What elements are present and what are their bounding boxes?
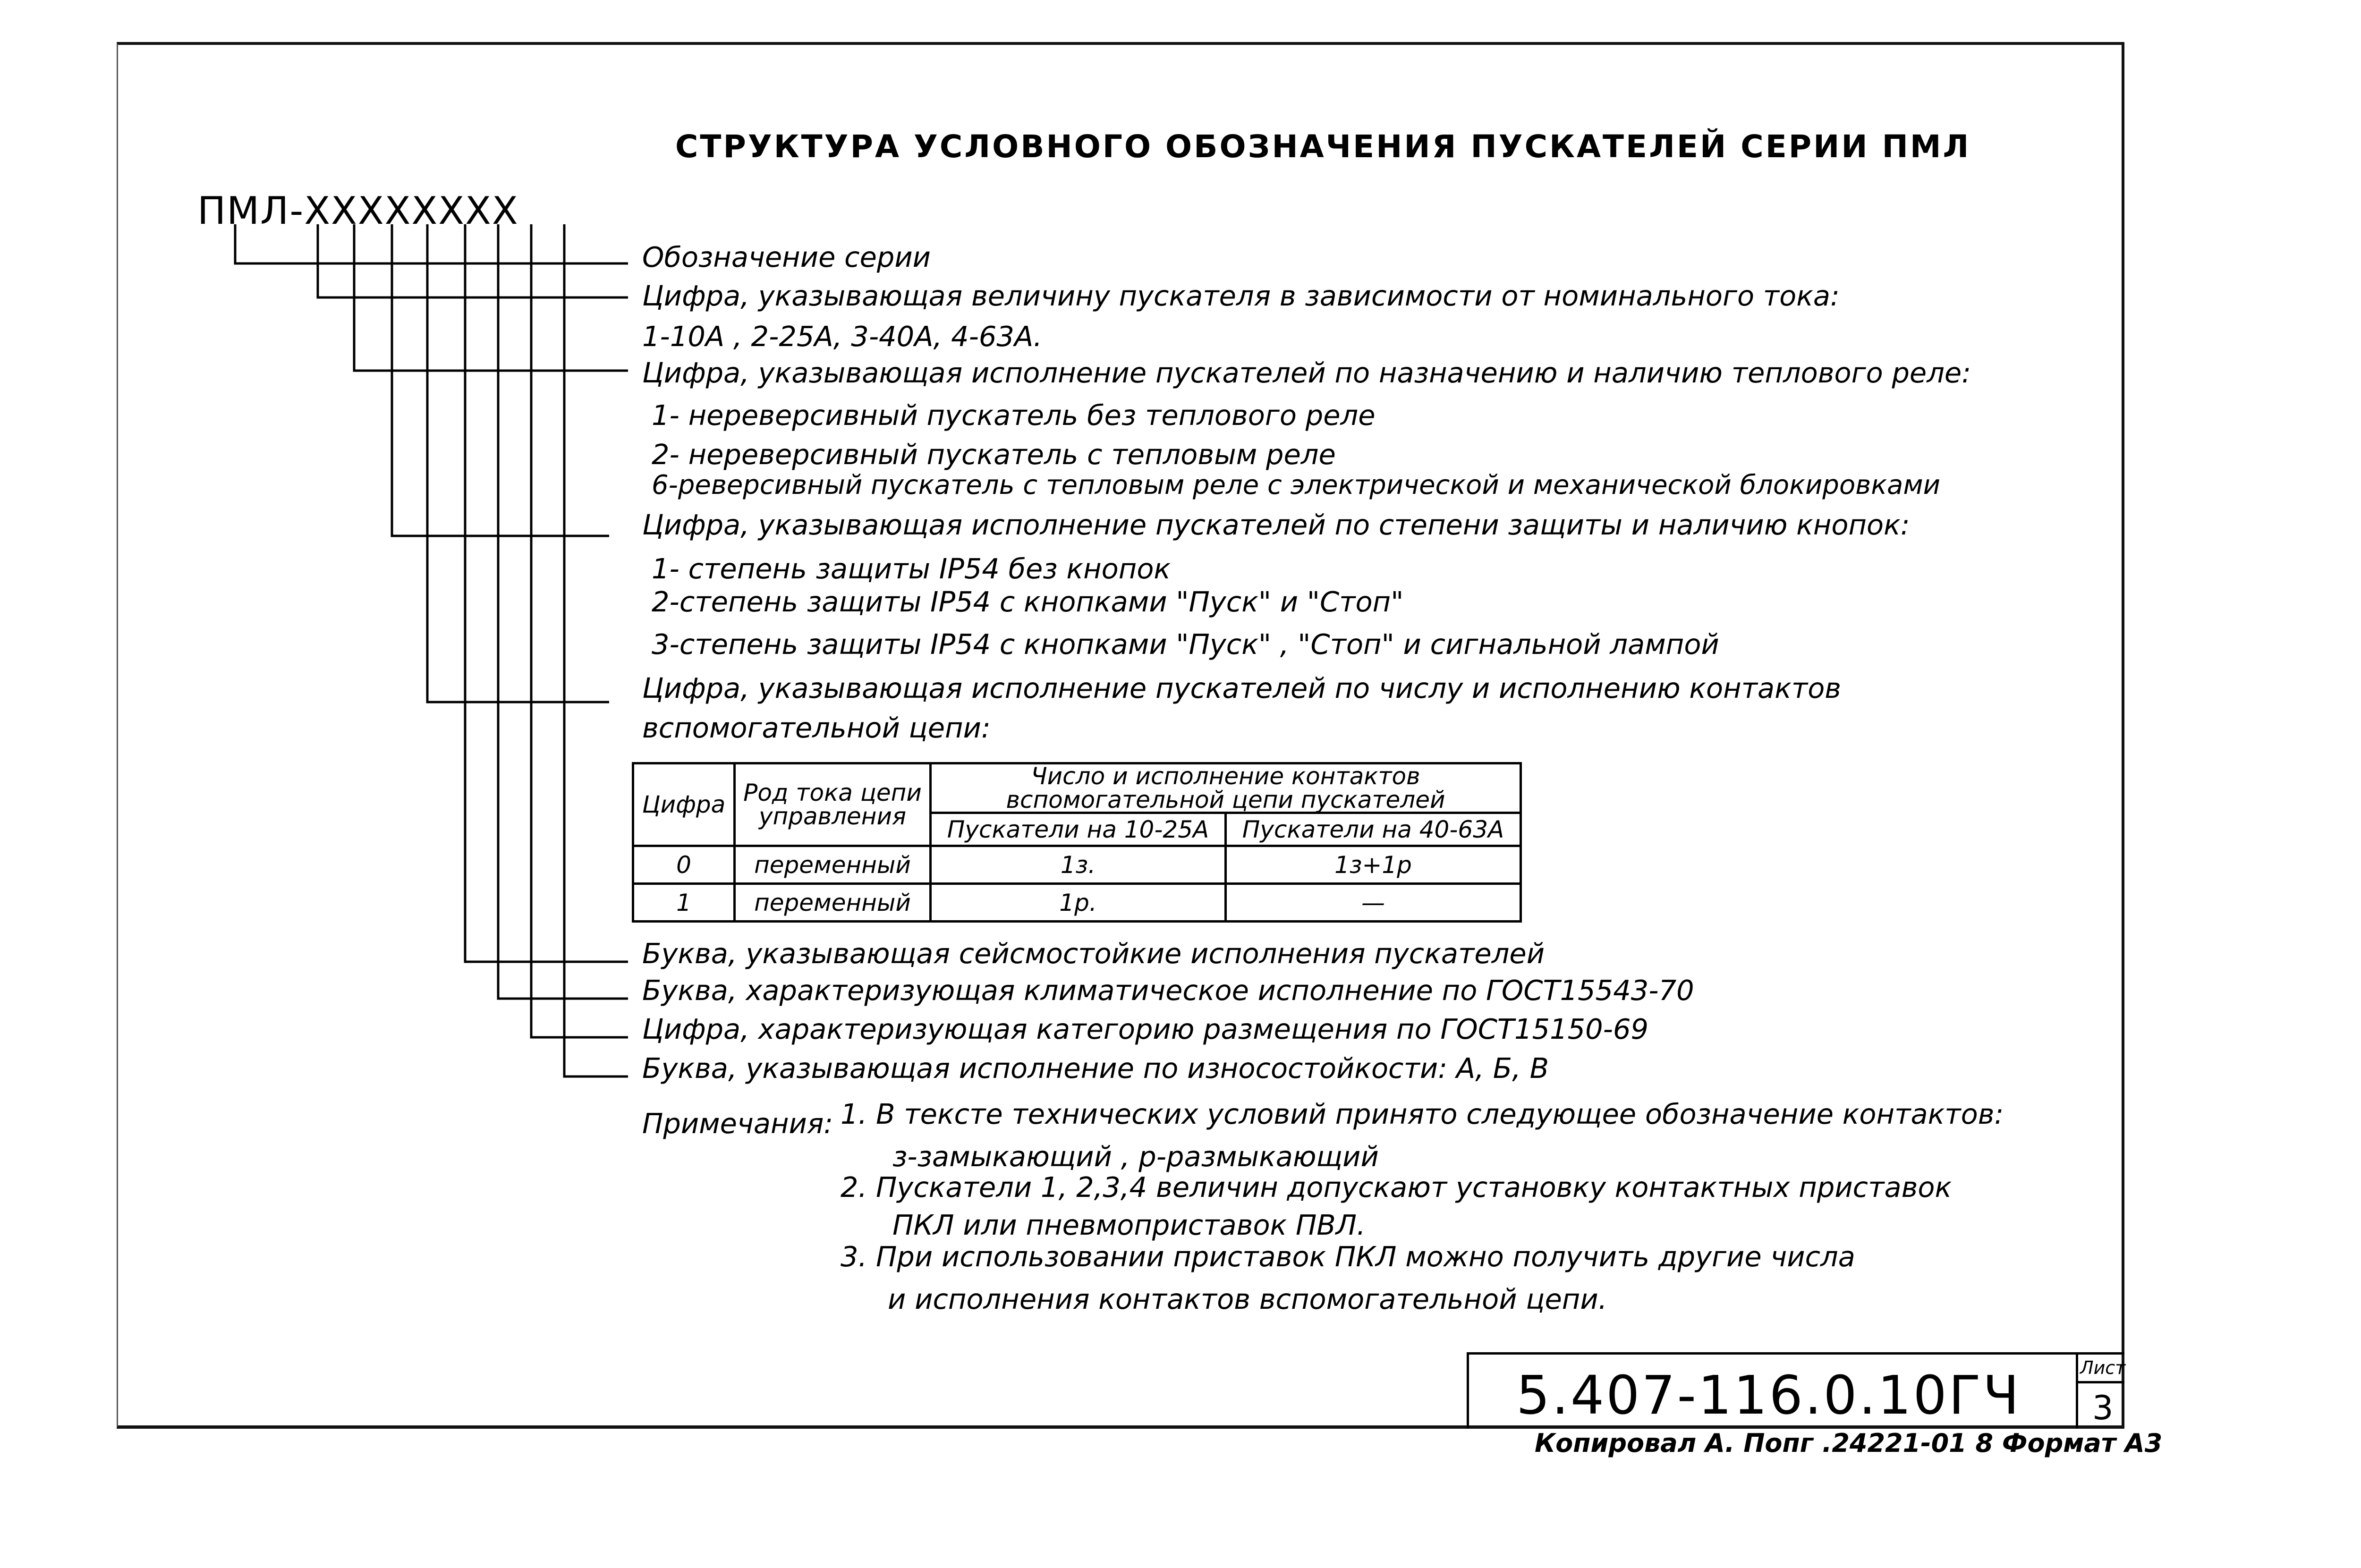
th-contacts: Число и исполнение контактов вспомогательной цепи пускателей (931, 763, 1521, 813)
th-large: Пускатели на 40-63А (1226, 813, 1521, 846)
cell-large: — (1226, 884, 1521, 922)
item-purpose: Цифра, указывающая исполнение пускателей по назначению и наличию теплового реле: (642, 356, 1971, 389)
item-protection-2: 2-степень защиты IP54 с кнопками "Пуск" и "Стоп" (652, 585, 1404, 618)
item-purpose-6: 6-реверсивный пускатель с тепловым реле с электрической и механической блокировками (652, 470, 1940, 500)
item-placement: Цифра, характеризующая категорию размещения по ГОСТ15150-69 (642, 1013, 1649, 1045)
footer-copied: Копировал А. Попг .24221-01 8 Формат А3 (1535, 1428, 2163, 1458)
th-small: Пускатели на 10-25А (931, 813, 1226, 846)
item-purpose-2: 2- нереверсивный пускатель с тепловым реле (652, 438, 1336, 471)
item-series: Обозначение серии (642, 241, 931, 273)
item-climate: Буква, характеризующая климатическое исполнение по ГОСТ15543-70 (642, 974, 1694, 1007)
note-3: 3. При использовании приставок ПКЛ можно получить другие числа (841, 1240, 1855, 1273)
th-current: Род тока цепи управления (735, 763, 931, 846)
cell-digit: 0 (633, 846, 735, 884)
note-2b: ПКЛ или пневмоприставок ПВЛ. (892, 1209, 1366, 1241)
item-protection-3: 3-степень защиты IP54 с кнопками "Пуск" , "Стоп" и сигнальной лампой (652, 628, 1719, 661)
cell-digit: 1 (633, 884, 735, 922)
item-wear: Буква, указывающая исполнение по износостойкости: А, Б, В (642, 1052, 1549, 1085)
cell-small: 1з. (931, 846, 1226, 884)
sheet-box (2076, 1352, 2124, 1429)
cell-large: 1з+1р (1226, 846, 1521, 884)
cell-current: переменный (735, 846, 931, 884)
sheet-number: 3 (2092, 1389, 2114, 1427)
item-purpose-1: 1- нереверсивный пускатель без теплового реле (652, 399, 1376, 432)
note-1b: з-замыкающий , р-размыкающий (892, 1140, 1379, 1173)
item-contacts-cont: вспомогательной цепи: (642, 712, 991, 744)
item-protection: Цифра, указывающая исполнение пускателей по степени защиты и наличию кнопок: (642, 509, 1910, 541)
page-title: СТРУКТУРА УСЛОВНОГО ОБОЗНАЧЕНИЯ ПУСКАТЕЛЕЙ СЕРИИ ПМЛ (675, 128, 1971, 165)
item-protection-1: 1- степень защиты IP54 без кнопок (652, 552, 1171, 585)
note-1: 1. В тексте технических условий принято следующее обозначение контактов: (841, 1098, 2004, 1130)
item-contacts: Цифра, указывающая исполнение пускателей по числу и исполнению контактов (642, 672, 1842, 704)
cell-small: 1р. (931, 884, 1226, 922)
item-size-values: 1-10А , 2-25А, 3-40А, 4-63А. (642, 320, 1043, 353)
note-2: 2. Пускатели 1, 2,3,4 величин допускают установку контактных приставок (841, 1171, 1952, 1204)
title-block (1467, 1352, 2076, 1429)
th-digit: Цифра (633, 763, 735, 846)
designation-code: ПМЛ-ХХХХХХХХ (197, 189, 519, 233)
table-row (633, 884, 1521, 922)
sheet-label: Лист (2080, 1357, 2126, 1378)
note-3b: и исполнения контактов вспомогательной цепи. (888, 1283, 1607, 1315)
item-size: Цифра, указывающая величину пускателя в зависимости от номинального тока: (642, 280, 1840, 312)
cell-current: переменный (735, 884, 931, 922)
item-seismic: Буква, указывающая сейсмостойкие исполнения пускателей (642, 937, 1545, 970)
table-row (633, 846, 1521, 884)
notes-label: Примечания: (642, 1107, 833, 1140)
contacts-table (632, 762, 1522, 923)
document-number: 5.407-116.0.10ГЧ (1516, 1365, 2021, 1426)
